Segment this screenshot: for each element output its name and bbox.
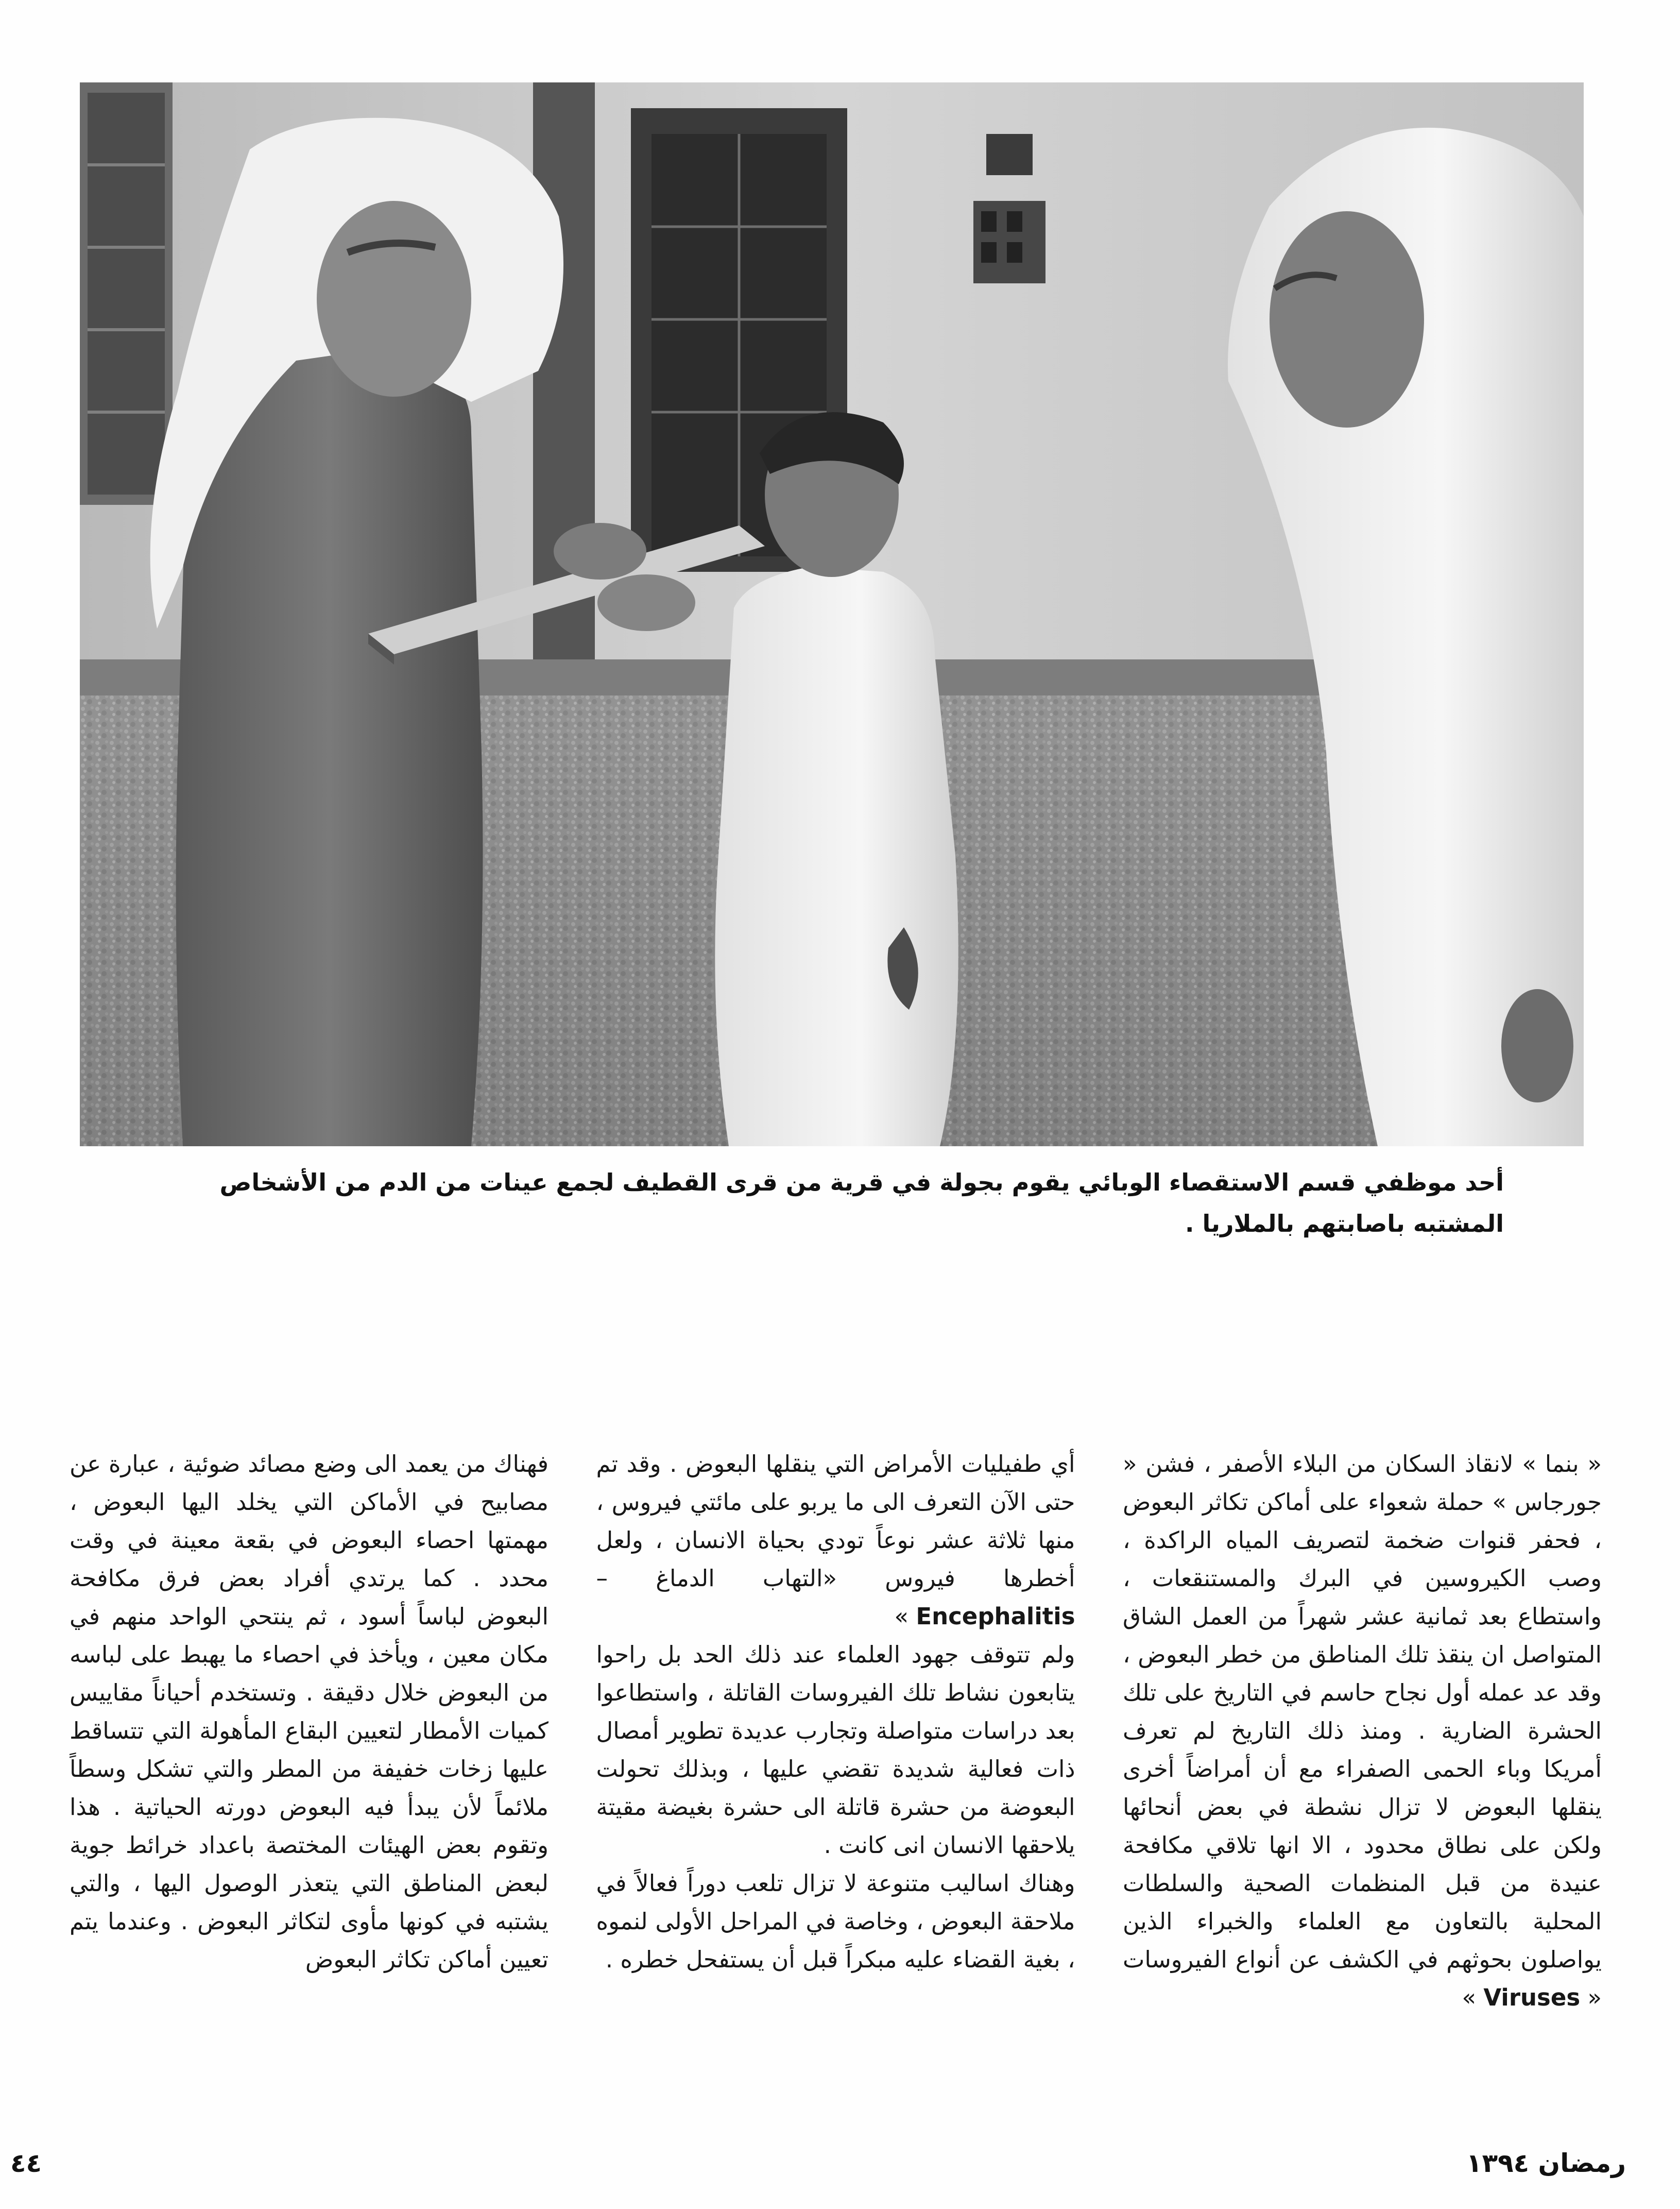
column-1-text: « بنما » لانقاذ السكان من البلاء الأصفر ، فشن « جورجاس » حملة شعواء على أماكن تكاثر البعوض ، فحفر قنوات ضخمة لتصريف المياه الراكدة ، وصب الكيروسين في البرك والمستنقعات ، واستطاع بعد ثمانية عشر شهراً من العمل الشاق المتواصل ان ينقذ تلك المناطق من خطر البعوض ، وقد عد عمله أول نجاح حاسم في التاريخ على تلك الحشرة الضارية . ومنذ ذلك التاريخ لم تعرف أمريكا وباء الحمى الصفراء مع أن أمراضاً أخرى ينقلها البعوض لا تزال نشطة في بعض أنحائها ولكن على نطاق محدود ، الا انها تلاقي مكافحة عنيدة من قبل المنظمات الصحية والسلطات المحلية بالتعاون مع العلماء والخبراء الذين يواصلون بحوثهم في الكشف عن أنواع الفيروسات «	[1123, 1450, 1602, 2011]
article-column-3	[70, 1445, 548, 2012]
article-body	[70, 1445, 1602, 2012]
column-1-closing-quote: »	[1462, 1984, 1477, 2011]
photo-scene	[80, 82, 1584, 1146]
column-1-paragraph	[1123, 1445, 1602, 2012]
article-column-1	[1123, 1445, 1602, 2012]
column-2-paragraph-3: وهناك اساليب متنوعة لا تزال تلعب دوراً فعالاً في ملاحقة البعوض ، وخاصة في المراحل الأولى لنموه ، بغية القضاء عليه مبكراً قبل أن يستفحل خطره .	[596, 1870, 1075, 1973]
latin-term-encephalitis: Encephalitis	[916, 1603, 1075, 1630]
article-column-2	[596, 1445, 1075, 2012]
column-2-closing-quote: »	[894, 1603, 909, 1630]
issue-date: رمضان ١٣٩٤	[1466, 2148, 1626, 2178]
column-2-paragraph-1	[596, 1445, 1075, 1636]
column-3-paragraph: فهناك من يعمد الى وضع مصائد ضوئية ، عبارة عن مصابيح في الأماكن التي يخلد اليها البعوض ، مهمتها احصاء البعوض في بقعة معينة في وقت محدد . كما يرتدي أفراد بعض فرق مكافحة البعوض لباساً أسود ، ثم ينتحي الواحد منهم في مكان معين ، ويأخذ في احصاء ما يهبط على لباسه من البعوض خلال دقيقة . وتستخدم أحياناً مقاييس كميات الأمطار لتعيين البقاع المأهولة التي تتساقط عليها زخات خفيفة من المطر والتي تشكل وسطاً ملائماً لأن يبدأ فيه البعوض دورته الحياتية . هذا وتقوم بعض الهيئات المختصة باعداد خرائط جوية لبعض المناطق التي يتعذر الوصول اليها ، والتي يشتبه في كونها مأوى لتكاثر البعوض . وعندما يتم تعيين أماكن تكاثر البعوض	[70, 1450, 548, 1973]
column-2-text-1: أي طفيليات الأمراض التي ينقلها البعوض . وقد تم حتى الآن التعرف الى ما يربو على مائتي فيروس ، منها ثلاثة عشر نوعاً تودي بحياة الانسان ، ولعل أخطرها فيروس «التهاب الدماغ –	[596, 1450, 1075, 1592]
article-photo	[80, 82, 1584, 1146]
photo-caption: أحد موظفي قسم الاستقصاء الوبائي يقوم بجولة في قرية من قرى القطيف لجمع عينات من الدم من الأشخاص المشتبه باصابتهم بالملاريا .	[219, 1168, 1504, 1237]
latin-term-viruses: Viruses	[1483, 1984, 1581, 2011]
column-2-paragraph-2: ولم تتوقف جهود العلماء عند ذلك الحد بل راحوا يتابعون نشاط تلك الفيروسات القاتلة ، واستطاعوا بعد دراسات متواصلة وتجارب عديدة تطوير أمصال ذات فعالية شديدة تقضي عليها ، وبذلك تحولت البعوضة من حشرة قاتلة الى حشرة بغيضة مقيتة يلاحقها الانسان انى كانت .	[596, 1641, 1075, 1859]
page-number: ٤٤	[10, 2148, 42, 2178]
